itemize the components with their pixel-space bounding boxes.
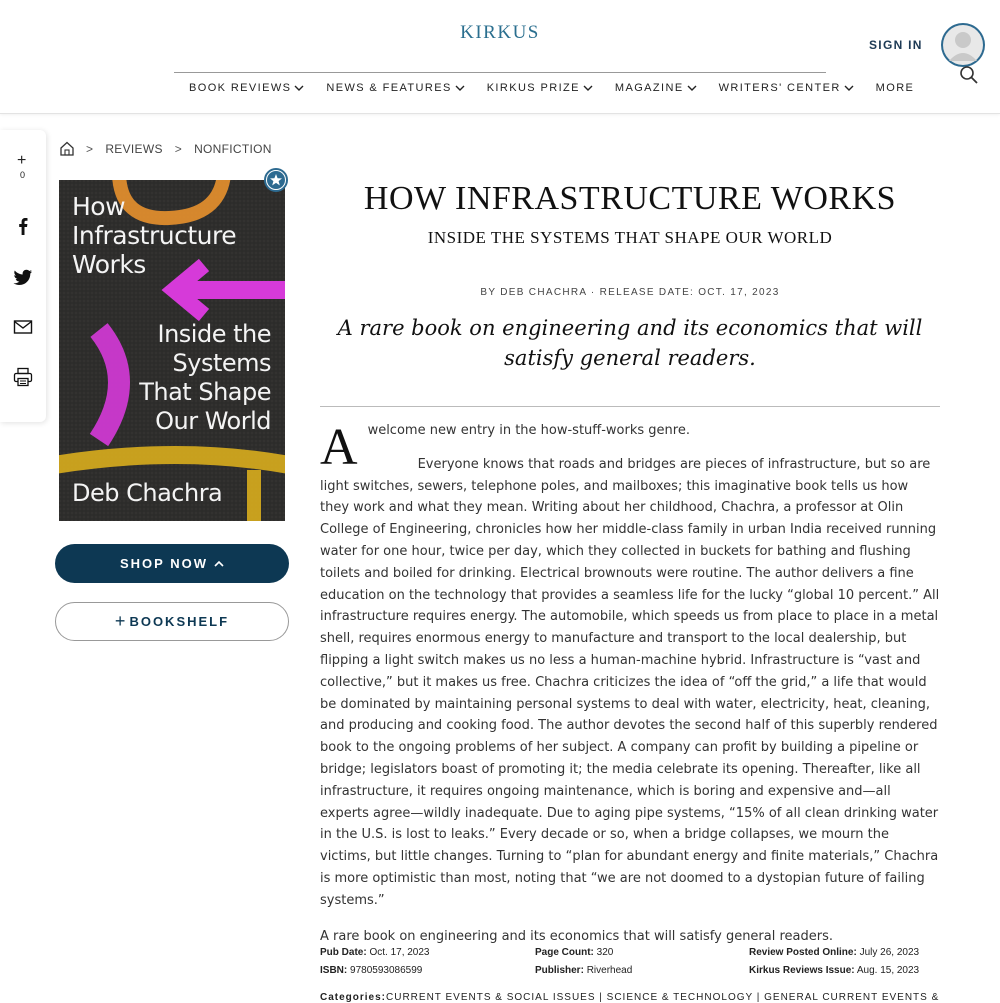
publisher-value[interactable]: Riverhead bbox=[586, 965, 633, 976]
review-paragraph: welcome new entry in the how-stuff-works genre. bbox=[367, 423, 690, 438]
page-count-label: Page Count: bbox=[535, 947, 594, 958]
nav-book-reviews[interactable] bbox=[189, 82, 304, 94]
details-col-1 bbox=[320, 944, 430, 980]
main-nav bbox=[189, 82, 936, 94]
nav-writers-center[interactable] bbox=[719, 82, 854, 94]
release-date: · RELEASE DATE: OCT. 17, 2023 bbox=[590, 287, 780, 298]
breadcrumb-reviews[interactable]: REVIEWS bbox=[105, 141, 163, 156]
breadcrumb-separator: > bbox=[174, 141, 183, 156]
kirkus-logo[interactable]: KIRKUS bbox=[460, 22, 540, 43]
kirkus-star-badge bbox=[264, 168, 288, 192]
nav-label: KIRKUS PRIZE bbox=[486, 82, 580, 94]
chevron-down-icon bbox=[844, 84, 854, 92]
sign-in-link[interactable]: SIGN IN bbox=[869, 38, 923, 52]
isbn-label: ISBN: bbox=[320, 965, 348, 976]
review-posted-label: Review Posted Online: bbox=[749, 947, 857, 958]
categories-list[interactable]: CURRENT EVENTS & SOCIAL ISSUES | SCIENCE & TECHNOLOGY | GENERAL CURRENT EVENTS & bbox=[386, 992, 940, 1003]
email-icon[interactable] bbox=[13, 317, 33, 337]
page-count-value: 320 bbox=[596, 947, 614, 958]
review-paragraph: A rare book on engineering and its economics that will satisfy general readers. bbox=[320, 928, 834, 944]
pub-date-value: Oct. 17, 2023 bbox=[369, 947, 430, 958]
site-header bbox=[0, 0, 1000, 114]
breadcrumb-separator: > bbox=[86, 141, 94, 156]
cover-subtitle: Inside the Systems That Shape Our World bbox=[139, 320, 271, 435]
user-icon bbox=[941, 23, 985, 67]
review-paragraph: Everyone knows that roads and bridges are pieces of infrastructure, but so are light switches, sewers, telephone poles, and mailboxes; this imaginative book tells us how they work and what they mean. Writing about her childhood, Chachra, a professor at Olin College of Engineering, chronicles how her middle-class family in urban India received running water for one hour, twice per day, which they collected in buckets for bathing and flushing toilets and boiled for drinking. Electrical brownouts were routine. The author delivers a fine education on the technology that provides a seamless life for the lucky “global 10 percent.” All infrastructure requires energy. The automobile, which speeds us from place to place in a metal shell, requires enormous energy to manufacture and transport to the local dealership, but flipping a light switch makes us no less a human-machine hybrid. Infrastructure is “vast and collective,” but it makes us free. Chachra criticizes the idea of “off the grid,” a life that would be dominated by maintaining personal systems to deal with water, electricity, heat, cleaning, and producing and cooking food. The author devotes the second half of this superbly rendered book to the ongoing problems of her subject. A company can profit by building a pipeline or bridge; legislators boast of promoting it; the media celebrate its opening. Thereafter, like all infrastructure, it requires ongoing maintenance, which is boring and expensive and—all experts agree—wildly inadequate. Due to aging pipe systems, “15% of all clean drinking water in the U.S. is lost to leaks.” Every decade or so, when a bridge collapses, we mourn the victims, but little changes. Turning to “plan for abundant energy and finite materials,” Chachra is more optimistic than most, noting that “we are not doomed to a dystopian future of failing systems.” bbox=[320, 456, 940, 908]
avatar[interactable] bbox=[941, 23, 985, 67]
shop-now-button[interactable] bbox=[55, 544, 289, 583]
nav-label: BOOK REVIEWS bbox=[189, 82, 292, 94]
pull-quote: A rare book on engineering and its economics that will satisfy general readers. bbox=[337, 316, 923, 370]
pub-date-label: Pub Date: bbox=[320, 947, 367, 958]
drop-cap: A bbox=[320, 419, 358, 476]
print-icon[interactable] bbox=[13, 367, 33, 387]
shop-now-label: SHOP NOW bbox=[120, 556, 208, 571]
chevron-down-icon bbox=[583, 84, 593, 92]
nav-label: MORE bbox=[875, 82, 915, 94]
add-to-bookshelf-button[interactable] bbox=[55, 602, 289, 641]
divider bbox=[320, 406, 940, 407]
share-rail bbox=[0, 130, 46, 422]
publisher-label: Publisher: bbox=[535, 965, 584, 976]
chevron-down-icon bbox=[294, 84, 304, 92]
book-cover[interactable] bbox=[59, 180, 285, 521]
chevron-up-icon bbox=[214, 560, 224, 568]
categories bbox=[320, 992, 939, 1003]
cover-author: Deb Chachra bbox=[72, 479, 223, 507]
bookshelf-label: BOOKSHELF bbox=[129, 614, 230, 629]
details-col-2 bbox=[535, 944, 632, 980]
book-subtitle: INSIDE THE SYSTEMS THAT SHAPE OUR WORLD bbox=[427, 228, 833, 247]
review-body bbox=[320, 420, 940, 959]
nav-kirkus-prize[interactable] bbox=[487, 82, 593, 94]
add-share-button[interactable]: + bbox=[17, 152, 27, 169]
nav-news-features[interactable] bbox=[326, 82, 464, 94]
plus-icon: + bbox=[114, 611, 128, 631]
review-posted-value: July 26, 2023 bbox=[859, 947, 920, 958]
issue-value[interactable]: Aug. 15, 2023 bbox=[856, 965, 920, 976]
issue-label: Kirkus Reviews Issue: bbox=[749, 965, 855, 976]
categories-label: Categories: bbox=[320, 992, 387, 1003]
facebook-icon[interactable] bbox=[13, 216, 33, 236]
isbn-value: 9780593086599 bbox=[350, 965, 423, 976]
breadcrumb bbox=[60, 141, 272, 156]
search-icon[interactable] bbox=[959, 65, 979, 85]
byline bbox=[320, 287, 940, 298]
breadcrumb-nonfiction[interactable]: NONFICTION bbox=[194, 141, 272, 156]
nav-more[interactable] bbox=[876, 82, 915, 94]
twitter-icon[interactable] bbox=[13, 267, 33, 287]
book-title: HOW INFRASTRUCTURE WORKS bbox=[363, 180, 897, 217]
chevron-down-icon bbox=[455, 84, 465, 92]
nav-label: NEWS & FEATURES bbox=[326, 82, 452, 94]
byline-by: BY bbox=[480, 287, 497, 298]
share-count: 0 bbox=[20, 170, 26, 180]
nav-label: WRITERS' CENTER bbox=[718, 82, 841, 94]
details-col-3 bbox=[749, 944, 919, 980]
home-icon[interactable] bbox=[60, 141, 74, 156]
star-icon bbox=[266, 170, 286, 190]
nav-divider bbox=[174, 72, 826, 73]
author-link[interactable]: DEB CHACHRA bbox=[500, 287, 587, 298]
chevron-down-icon bbox=[687, 84, 697, 92]
cover-title: How Infrastructure Works bbox=[72, 192, 237, 279]
nav-label: MAGAZINE bbox=[614, 82, 684, 94]
nav-magazine[interactable] bbox=[615, 82, 697, 94]
